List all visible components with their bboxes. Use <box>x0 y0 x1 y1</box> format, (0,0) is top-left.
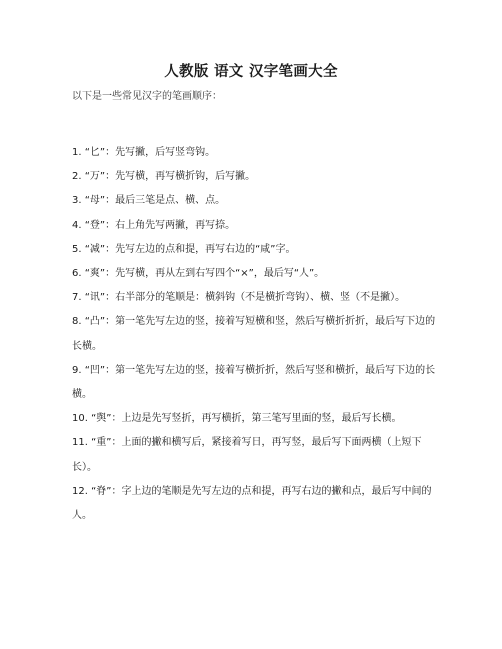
list-item: 3. “母”：最后三笔是点、横、点。 <box>72 195 226 207</box>
list-item: 8. “凸”：第一笔先写左边的竖，接着写短横和竖，然后写横折折折，最后写下边的长横。 <box>72 316 436 352</box>
list-item: 7. “讯”：右半部分的笔顺是：横斜钩（不是横折弯钩）、横、竖（不是撇）。 <box>72 292 406 304</box>
list-item: 4. “登”：右上角先写两撇，再写捺。 <box>72 219 236 231</box>
intro-text: 以下是一些常见汉字的笔画顺序： <box>72 91 222 102</box>
list-item: 5. “减”：先写左边的点和提，再写右边的“咸”字。 <box>72 243 296 255</box>
stroke-order-list <box>72 141 442 528</box>
list-item: 1. “匕”：先写撇，后写竖弯钩。 <box>72 147 216 158</box>
list-item: 12. “脊”：字上边的笔顺是先写左边的点和提，再写右边的撇和点，最后写中间的人。 <box>72 485 432 522</box>
page-title: 人教版 语文 汉字笔画大全 <box>164 64 338 80</box>
list-item: 9. “凹”：第一笔先写左边的竖，接着写横折折，然后写竖和横折，最后写下边的长横。 <box>72 364 436 401</box>
list-item: 6. “爽”：先写横，再从左到右写四个“×”，最后写“人”。 <box>72 268 325 280</box>
list-item: 10. “舆”：上边是先写竖折，再写横折，第三笔写里面的竖，最后写长横。 <box>72 413 402 425</box>
list-item: 11. “重”：上面的撇和横写后，紧接着写日，再写竖，最后写下面两横（上短下长）。 <box>72 437 422 473</box>
list-item: 2. “万”：先写横，再写横折钩，后写撇。 <box>72 171 256 183</box>
